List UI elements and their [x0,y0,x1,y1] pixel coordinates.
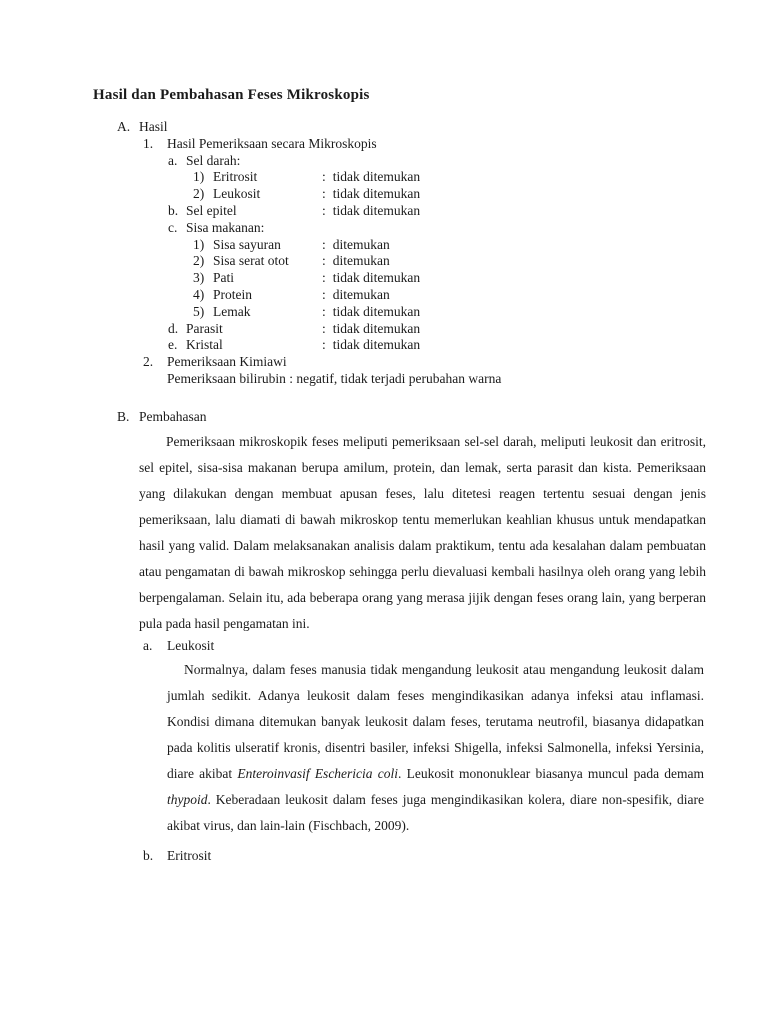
item-1-heading [143,136,768,153]
row-value-text: ditemukan [332,286,390,302]
result-row-eritrosit [193,169,768,186]
result-row-lemak [193,304,768,321]
result-row-sisa-sayuran [193,237,768,254]
result-row-pati [193,270,768,287]
section-b-heading [117,409,768,426]
row-letter: e. [168,337,178,353]
row-term: Kristal [186,337,223,353]
result-row-protein [193,287,768,304]
sisa-makanan-title: Sisa makanan: [186,219,265,235]
row-term: Leukosit [213,186,261,202]
row-number: 5) [193,303,205,319]
row-number: 4) [193,286,205,302]
result-row-sisa-serat-otot [193,253,768,270]
leukosit-heading [143,638,768,655]
section-b-title: Pembahasan [139,408,207,424]
item-1-label: 1. [143,135,154,151]
item-2-heading [143,354,768,371]
row-value-text: tidak ditemukan [332,303,421,319]
document-title: Hasil dan Pembahasan Feses Mikroskopis [93,87,370,103]
row-number: 2) [193,253,205,269]
colon-separator: : [322,270,326,286]
row-value-text: tidak ditemukan [332,186,421,202]
row-value-text: tidak ditemukan [332,202,421,218]
leukosit-label: a. [143,637,153,653]
sel-darah-title: Sel darah: [186,152,241,168]
result-row-leukosit [193,186,768,203]
row-value [322,287,390,304]
document-body [0,119,768,865]
row-term: Protein [213,286,252,302]
row-value-text: ditemukan [332,253,390,269]
row-letter: b. [168,202,179,218]
colon-separator: : [322,236,326,252]
row-term: Lemak [213,303,251,319]
row-letter: d. [168,320,179,336]
row-value-text: tidak ditemukan [332,270,421,286]
eritrosit-heading [143,848,768,865]
colon-separator: : [322,253,326,269]
row-value-text: tidak ditemukan [332,169,421,185]
row-number: 1) [193,169,205,185]
row-value [322,270,420,287]
result-row-parasit [168,321,768,338]
row-value-text: tidak ditemukan [332,320,421,336]
colon-separator: : [322,303,326,319]
eritrosit-label: b. [143,848,154,864]
row-term: Pati [213,270,235,286]
row-value-text: tidak ditemukan [332,337,421,353]
colon-separator: : [322,202,326,218]
row-value [322,203,420,220]
section-a-title: Hasil [139,119,168,134]
row-term: Sisa sayuran [213,236,281,252]
leukosit-paragraph: Normalnya, dalam feses manusia tidak mengandung leukosit atau mengandung leukosit dalam jumlah sedikit. Adanya leukosit dalam feses mengindikasikan adanya infeksi atau inflamasi. Kondisi dimana ditemukan banyak leukosit dalam feses, terutama neutrofil, biasanya didapatkan pada kolitis ulseratif kronis, disentri basiler, infeksi Shigella, infeksi Salmonella, infeksi Yersinia, diare akibat Enteroinvasif Eschericia coli. Leukosit mononuklear biasanya muncul pada demam thypoid. Keberadaan leukosit dalam feses juga mengindikasikan kolera, diare non-spesifik, diare akibat virus, dan lain-lain (Fischbach, 2009). [167,662,705,834]
sisa-makanan-label: c. [168,219,178,235]
item-2-label: 2. [143,354,154,370]
section-a-label: A. [117,119,131,134]
row-value [322,337,420,354]
row-value [322,253,390,270]
row-number: 2) [193,186,205,202]
row-value [322,321,420,338]
item-2-title: Pemeriksaan Kimiawi [167,354,287,370]
colon-separator: : [322,169,326,185]
result-row-kristal [168,337,768,354]
eritrosit-title: Eritrosit [167,848,212,864]
colon-separator: : [322,286,326,302]
row-term: Eritrosit [213,169,258,185]
row-value [322,186,420,203]
pembahasan-paragraph: Pemeriksaan mikroskopik feses meliputi pemeriksaan sel-sel darah, meliputi leukosit dan eritrosit, sel epitel, sisa-sisa makanan berupa amilum, protein, dan lemak, serta parasit dan kista. Pemeriksaan yang dilakukan dengan membuat apusan feses, lalu ditetesi reagen tertentu sesuai dengan jenis pemeriksaan, lalu diamati di bawah mikroskop tentu memerlukan keahlian khusus untuk mendapatkan hasil yang valid. Dalam melaksanakan analisis dalam praktikum, tentu ada kesalahan dalam pembuatan atau pengamatan di bawah mikroskop sehingga perlu dievaluasi kembali hasilnya oleh orang yang lebih berpengalaman. Selain itu, ada beberapa orang yang merasa jijik dengan feses orang lain, yang berperan pula pada hasil pengamatan ini. [139,433,706,631]
item-1-title: Hasil Pemeriksaan secara Mikroskopis [167,135,377,151]
sel-darah-heading [168,153,768,170]
row-term: Sisa serat otot [213,253,289,269]
result-row-sel-epitel [168,203,768,220]
row-value-text: ditemukan [332,236,390,252]
row-number: 3) [193,270,205,286]
section-b-label: B. [117,408,130,424]
sisa-makanan-heading [168,220,768,237]
sel-darah-label: a. [168,152,178,168]
colon-separator: : [322,337,326,353]
row-value [322,304,420,321]
colon-separator: : [322,320,326,336]
bilirubin-result-line: Pemeriksaan bilirubin : negatif, tidak terjadi perubahan warna [167,370,502,386]
row-value [322,169,420,186]
row-number: 1) [193,236,205,252]
row-term: Sel epitel [186,202,237,218]
row-value [322,237,390,254]
row-term: Parasit [186,320,223,336]
leukosit-title: Leukosit [167,637,215,653]
section-a-heading [117,119,768,136]
colon-separator: : [322,186,326,202]
